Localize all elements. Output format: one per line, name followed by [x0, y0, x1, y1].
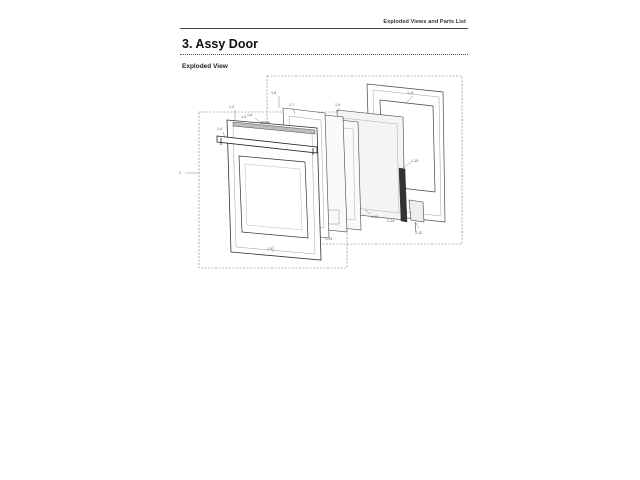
callout-inner-glass: 1-10 [371, 215, 379, 219]
outer-glass-window [239, 156, 308, 238]
callout-hinge: 1-12 [415, 231, 423, 235]
title-rule [180, 54, 468, 55]
page-title: 3. Assy Door [182, 37, 258, 51]
callout-small-bracket: 1-6 [247, 113, 253, 117]
section-heading: Exploded View [182, 63, 228, 70]
callout-assembly: 1 [179, 171, 181, 175]
callout-top-trim: 1-2 [229, 105, 235, 109]
callout-outer-glass: 1-5 [267, 247, 273, 251]
hinge-part [409, 200, 424, 232]
callout-handle: 1-4 [217, 127, 223, 131]
callout-side-bracket: 1-15 [411, 159, 419, 163]
header-rule [180, 28, 468, 29]
callout-panel-b: 1-9 [335, 103, 341, 107]
callout-panel-a: 1-8 [271, 91, 277, 95]
callout-inner-frame: 1-7 [289, 103, 295, 107]
callout-gasket: 1-13 [325, 237, 333, 241]
exploded-door-diagram [175, 70, 475, 275]
header-title: Exploded Views and Parts List [383, 19, 466, 25]
callout-liner: 1-11 [407, 91, 414, 95]
callout-door-frame: 1-3 [241, 115, 247, 119]
callout-bottom-trim: 1-14 [387, 219, 395, 223]
